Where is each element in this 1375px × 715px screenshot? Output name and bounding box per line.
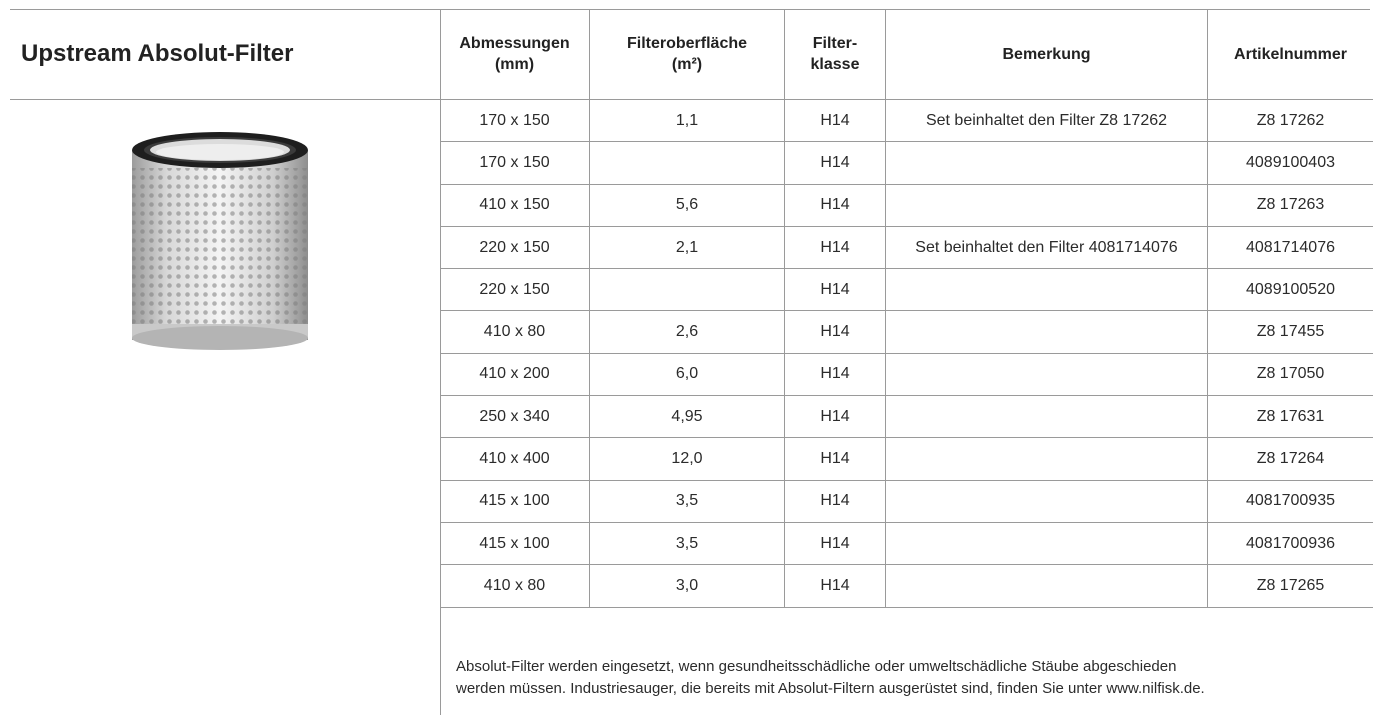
table-row [440,269,1373,311]
cell-filter-area: 1,1 [590,100,785,142]
cell-remark [886,184,1208,226]
cell-article-number: Z8 17262 [1208,100,1374,142]
cell-dimensions: 410 x 400 [440,438,590,480]
cell-dimensions: 410 x 200 [440,353,590,395]
table-row [440,565,1373,607]
cell-article-number: Z8 17455 [1208,311,1374,353]
cell-filter-class: H14 [785,269,886,311]
cell-remark: Set beinhaltet den Filter Z8 17262 [886,100,1208,142]
table-row [440,142,1373,184]
cell-dimensions: 415 x 100 [440,522,590,564]
table-row [440,522,1373,564]
cell-dimensions: 410 x 80 [440,565,590,607]
cell-article-number: Z8 17050 [1208,353,1374,395]
cell-remark [886,480,1208,522]
cell-filter-area [590,269,785,311]
header-filter-area: Filteroberfläche (m²) [590,9,785,100]
table-row [440,226,1373,268]
section-title: Upstream Absolut-Filter [21,40,294,67]
table-row [440,438,1373,480]
cell-filter-class: H14 [785,396,886,438]
table-row [440,353,1373,395]
cell-filter-class: H14 [785,480,886,522]
cell-filter-area [590,142,785,184]
cell-dimensions: 220 x 150 [440,226,590,268]
cell-dimensions: 410 x 80 [440,311,590,353]
table-row [440,396,1373,438]
cell-filter-area: 5,6 [590,184,785,226]
cell-remark: Set beinhaltet den Filter 4081714076 [886,226,1208,268]
cell-filter-area: 2,6 [590,311,785,353]
cell-dimensions: 170 x 150 [440,142,590,184]
table-header-row [440,9,1373,100]
cell-dimensions: 220 x 150 [440,269,590,311]
cell-remark [886,522,1208,564]
table-row [440,311,1373,353]
cell-article-number: Z8 17631 [1208,396,1374,438]
cell-filter-area: 3,0 [590,565,785,607]
filter-product-image [120,128,320,358]
cell-article-number: 4089100520 [1208,269,1374,311]
cell-filter-area: 12,0 [590,438,785,480]
cell-filter-area: 3,5 [590,480,785,522]
cell-article-number: Z8 17264 [1208,438,1374,480]
cell-article-number: 4081700935 [1208,480,1374,522]
cell-filter-area: 2,1 [590,226,785,268]
cell-filter-area: 6,0 [590,353,785,395]
cell-remark [886,565,1208,607]
cell-filter-class: H14 [785,565,886,607]
table-row [440,480,1373,522]
cell-filter-class: H14 [785,311,886,353]
cell-article-number: 4081714076 [1208,226,1374,268]
cell-article-number: Z8 17263 [1208,184,1374,226]
footnote: Absolut-Filter werden eingesetzt, wenn gesundheitsschädliche oder umweltschädliche Stäube abgeschieden werden müssen. Industriesauger, die bereits mit Absolut-Filtern ausgerüstet sind, finden Sie unter www.nilfisk.de. [456,658,1205,697]
table-row [440,184,1373,226]
cell-filter-area: 3,5 [590,522,785,564]
cell-filter-class: H14 [785,522,886,564]
cell-filter-class: H14 [785,142,886,184]
cell-filter-class: H14 [785,100,886,142]
cell-remark [886,396,1208,438]
cell-dimensions: 250 x 340 [440,396,590,438]
filter-spec-table [440,9,1373,608]
cell-dimensions: 410 x 150 [440,184,590,226]
cell-remark [886,142,1208,184]
table-row [440,100,1373,142]
cell-filter-class: H14 [785,184,886,226]
cell-dimensions: 415 x 100 [440,480,590,522]
cell-filter-class: H14 [785,438,886,480]
cell-remark [886,311,1208,353]
header-filter-class: Filter- klasse [785,9,886,100]
cell-remark [886,269,1208,311]
cell-remark [886,438,1208,480]
cell-article-number: 4081700936 [1208,522,1374,564]
cell-filter-class: H14 [785,353,886,395]
cell-remark [886,353,1208,395]
cell-filter-area: 4,95 [590,396,785,438]
header-article-number: Artikelnummer [1208,9,1374,100]
cell-article-number: Z8 17265 [1208,565,1374,607]
cell-article-number: 4089100403 [1208,142,1374,184]
header-remark: Bemerkung [886,9,1208,100]
cell-dimensions: 170 x 150 [440,100,590,142]
header-dimensions: Abmessungen (mm) [440,9,590,100]
cell-filter-class: H14 [785,226,886,268]
